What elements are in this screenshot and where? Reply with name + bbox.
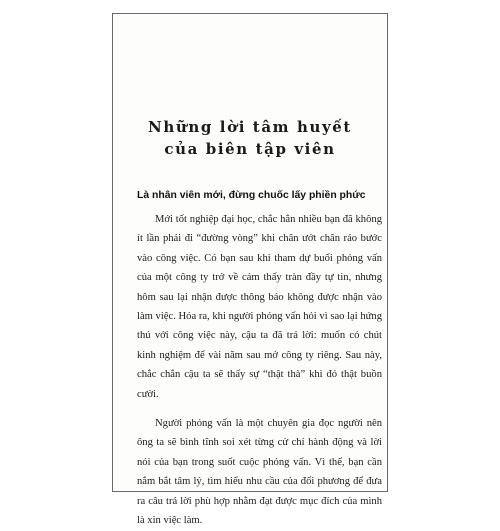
body-text <box>137 210 382 531</box>
paragraph-1: Mới tốt nghiệp đại học, chắc hẳn nhiều bạn đã không ít lần phải đi “đường vòng” khi chân ướt chân ráo bước vào công việc. Có bạn sau khi tham dự buổi phỏng vấn của một công ty trở về cảm thấy tràn đầy tự tin, nhưng hôm sau lại nhận được thông báo không được nhận vào làm việc. Hóa ra, khi người phỏng vấn hỏi vì sao lại hứng thú với công việc này, cậu ta đã trả lời: muốn có chút kinh nghiệm để vài năm sau mở công ty riêng. Sau này, chắc chắn cậu ta sẽ thấy sự “thật thà” khi đó thật buồn cười. <box>137 214 382 400</box>
title-line-1: Những lời tâm huyết <box>148 118 352 136</box>
paragraph-2: Người phỏng vấn là một chuyên gia đọc người nên ông ta sẽ bình tĩnh soi xét từng cử chỉ hành động và lời nói của bạn trong suốt cuộc phỏng vấn. Vì thế, bạn cần nắm bắt tâm lý, tìm hiểu nhu cầu của đối phương để đưa ra câu trả lời phù hợp nhằm đạt được mục đích của mình là xin việc làm. <box>137 418 382 527</box>
title-line-2: của biên tập viên <box>164 140 336 158</box>
section-heading: Là nhân viên mới, đừng chuốc lấy phiền phức <box>137 190 366 201</box>
page-title <box>113 116 387 160</box>
book-page <box>112 13 388 527</box>
